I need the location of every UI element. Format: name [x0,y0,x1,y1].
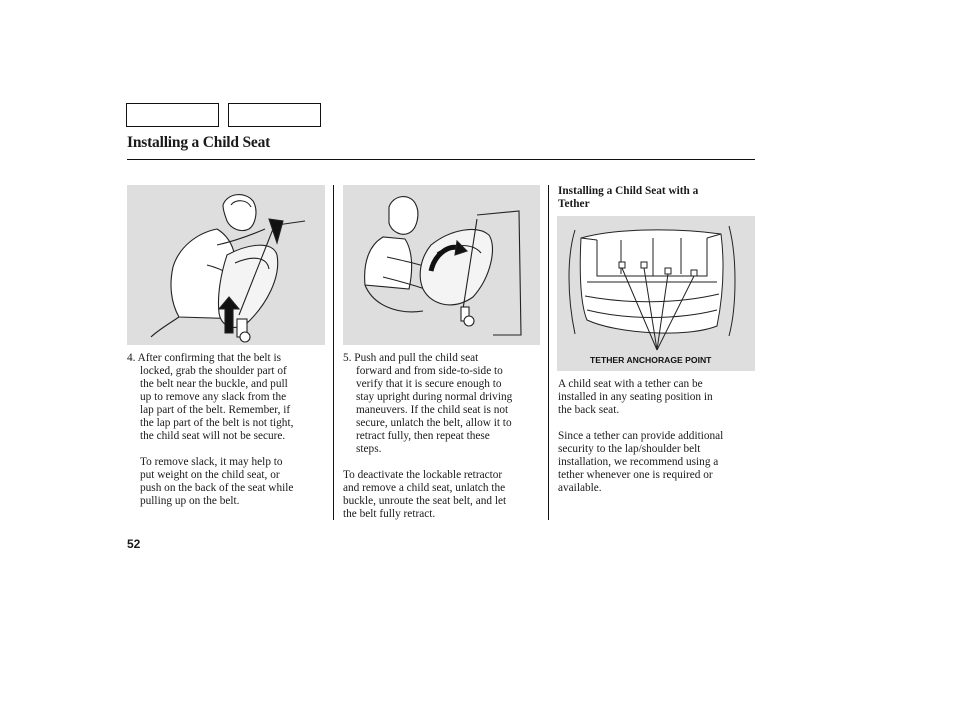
step-5-text: 5. Push and pull the child seat forward and from side-to-side to verify that it is secure enough to stay upright during normal driving maneuvers. If the child seat is not secure, unlatch the belt, allow it to retract fully, then repeat these steps. [343,352,513,455]
tether-paragraph-2: Since a tether can provide additional security to the lap/shoulder belt installation, we recommend using a tether whenever one is required or available. [558,430,724,494]
illustration-pull-belt [127,185,325,345]
header-tab-box-1 [126,103,219,127]
tether-paragraph-1: A child seat with a tether can be installed in any seating position in the back seat. [558,378,713,416]
title-divider [127,159,755,160]
push-seat-drawing [343,185,540,345]
tether-illustration-caption: TETHER ANCHORAGE POINT [590,355,712,365]
step-4-text: 4. After confirming that the belt is locked, grab the shoulder part of the belt near the buckle, and pull up to remove any slack from the lap part of the belt. Remember, if the lap part of the belt is not tight, the child seat will not be secure. [127,352,294,442]
page-title: Installing a Child Seat [127,134,271,151]
illustration-tether-anchors [557,216,755,371]
cargo-area-drawing [557,216,755,371]
page-number: 52 [127,537,141,551]
tether-section-heading: Installing a Child Seat with a Tether [558,185,699,210]
illustration-push-seat [343,185,540,345]
header-tab-box-2 [228,103,321,127]
deactivate-retractor-text: To deactivate the lockable retractor and remove a child seat, unlatch the buckle, unroute the seat belt, and let the belt fully retract. [343,469,507,520]
pull-belt-drawing [127,185,325,345]
slack-tip-text: To remove slack, it may help to put weight on the child seat, or push on the back of the seat while pulling up on the belt. [140,456,294,507]
